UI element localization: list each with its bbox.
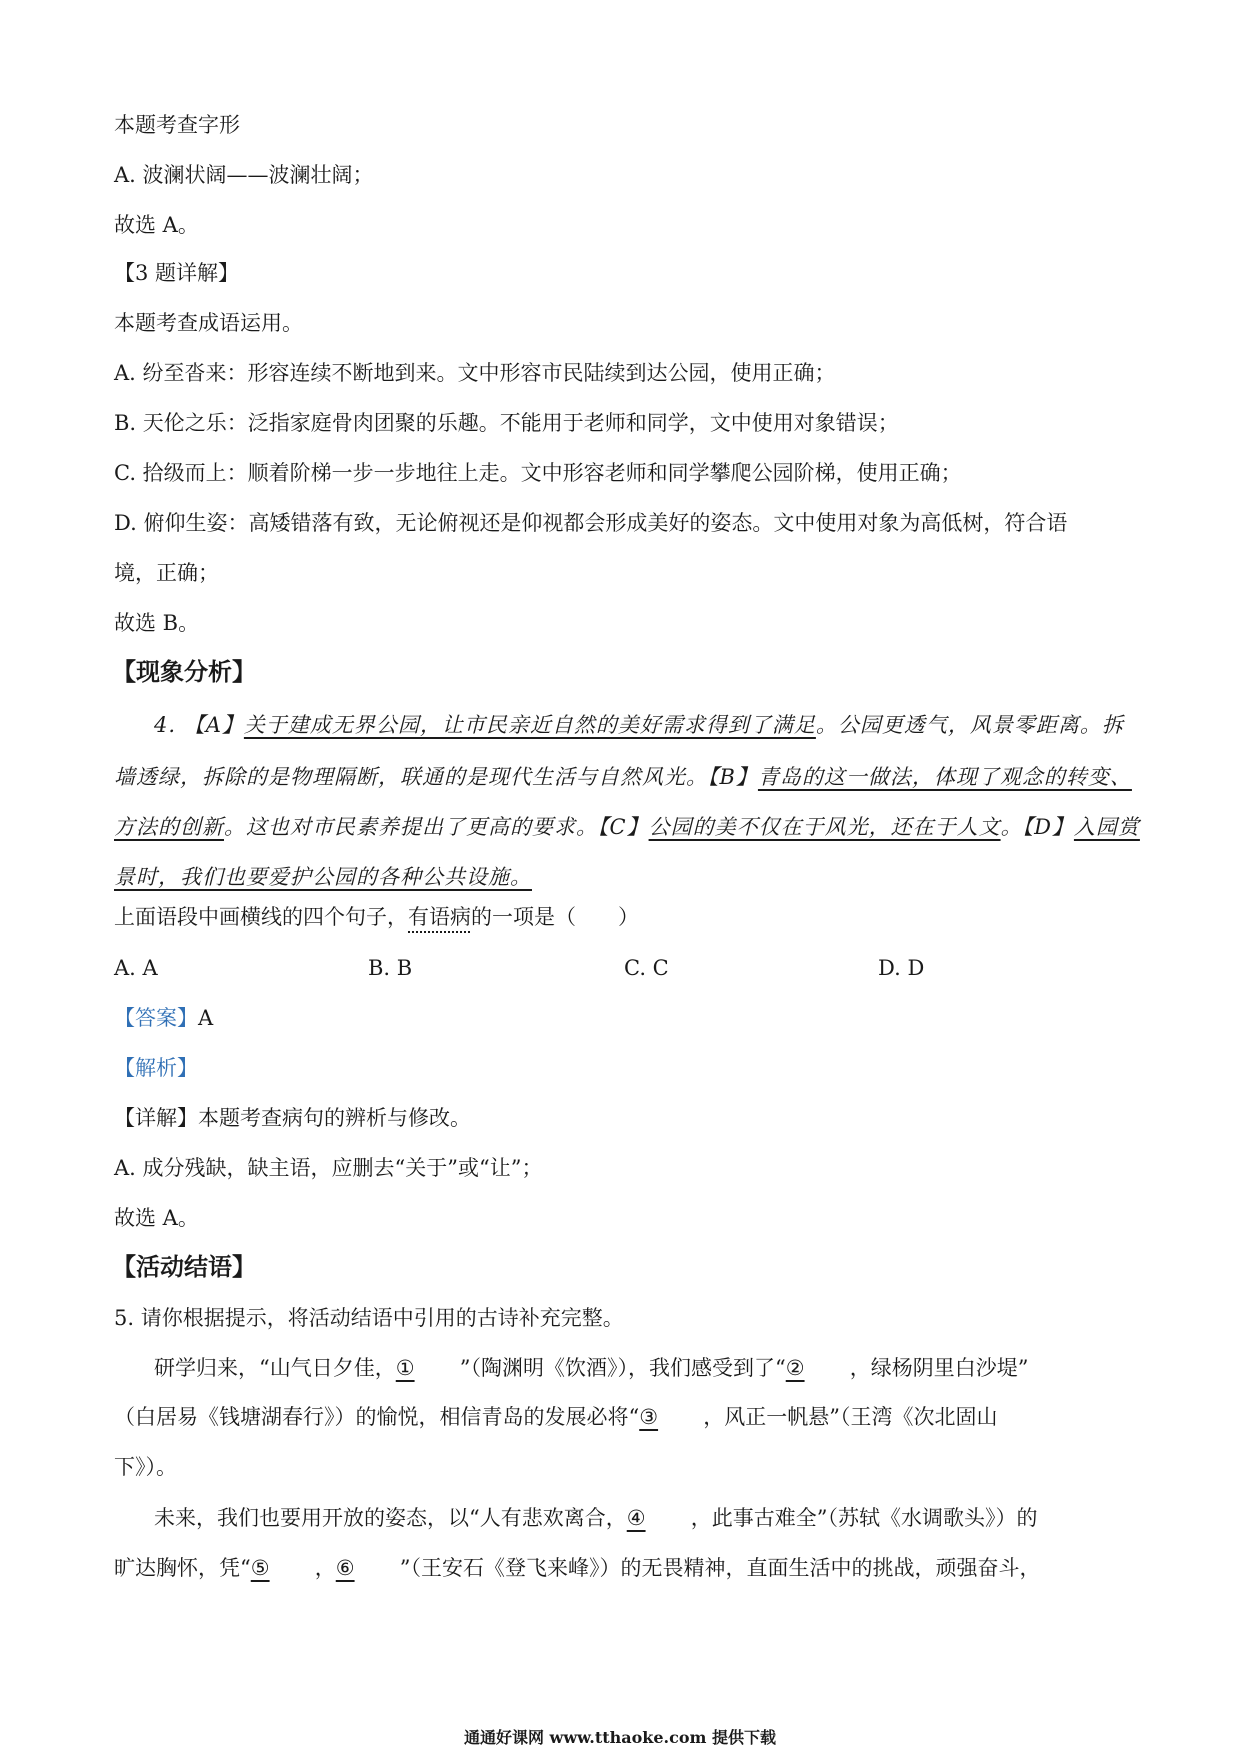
text-line: 境，正确； <box>114 561 219 585</box>
text-line: A. 纷至沓来：形容连续不断地到来。文中形容市民陆续到达公园，使用正确； <box>114 361 836 385</box>
section-heading: 【活动结语】 <box>112 1252 256 1281</box>
passage-text: 墙透绿，拆除的是物理隔断，联通的是现代生活与自然风光。【B】 <box>114 765 758 789</box>
choose-line: 故选 A。 <box>114 1206 199 1230</box>
question-number: 4. 【A】 <box>154 713 244 737</box>
passage-line <box>114 862 532 892</box>
fill-blank-3[interactable]: ③ <box>639 1405 659 1429</box>
poem-text: 研学归来，“山气日夕佳， <box>154 1356 396 1380</box>
poem-text: 未来，我们也要用开放的姿态，以“人有悲欢离合， <box>154 1506 627 1530</box>
fill-blank-5[interactable]: ⑤ <box>250 1556 270 1580</box>
stem-text: 的一项是（ ） <box>471 905 639 929</box>
fill-blank-1[interactable]: ① <box>395 1356 415 1380</box>
passage-line <box>114 762 1132 792</box>
fill-blank-6[interactable]: ⑥ <box>335 1556 355 1580</box>
poem-text: 旷达胸怀，凭“ <box>114 1556 251 1580</box>
poem-line <box>114 1553 1040 1583</box>
text-line: 故选 B。 <box>114 611 200 635</box>
fill-blank-2[interactable]: ② <box>785 1356 805 1380</box>
answer-tag: 【答案】 <box>114 1006 198 1030</box>
underlined-sentence-b: 青岛的这一做法，体现了观念的转变、 <box>757 765 1132 789</box>
option-c: C. C <box>624 956 669 980</box>
poem-text: ，风正一帆悬”（王湾《次北固山 <box>703 1405 998 1429</box>
fill-blank-4[interactable]: ④ <box>626 1506 646 1530</box>
passage-text: 。公园更透气，风景零距离。拆 <box>815 713 1124 737</box>
section-heading: 【现象分析】 <box>112 657 256 686</box>
text-line: 【3 题详解】 <box>114 261 240 285</box>
poem-text: ，绿杨阴里白沙堤” <box>849 1356 1029 1380</box>
text-line: 故选 A。 <box>114 213 199 237</box>
explanation-line: A. 成分残缺，缺主语，应删去“关于”或“让”； <box>114 1156 543 1180</box>
text-line: 本题考查字形 <box>114 113 240 137</box>
answer-value: A <box>198 1006 214 1030</box>
poem-text: ”（陶渊明《饮酒》），我们感受到了“ <box>459 1356 786 1380</box>
emphasis-dots-text: 有语病 <box>408 905 471 929</box>
poem-text: ， <box>314 1556 336 1580</box>
text-line: D. 俯仰生姿：高矮错落有致，无论俯视还是仰视都会形成美好的姿态。文中使用对象为高低树，符合语 <box>114 511 1068 535</box>
underlined-sentence-b-cont: 方法的创新 <box>114 815 224 839</box>
text-line: A. 波澜状阔——波澜壮阔； <box>114 163 374 187</box>
poem-line: 下》）。 <box>114 1455 177 1479</box>
underlined-sentence-a: 关于建成无界公园，让市民亲近自然的美好需求得到了满足 <box>243 713 816 737</box>
underlined-sentence-d: 入园赏 <box>1073 815 1140 839</box>
detail-line: 【详解】本题考查病句的辨析与修改。 <box>114 1106 471 1130</box>
passage-line <box>154 710 1124 740</box>
answer-line <box>114 1003 213 1033</box>
passage-line <box>114 812 1140 842</box>
poem-line <box>114 1402 997 1432</box>
passage-text: 。【D】 <box>1000 815 1074 839</box>
text-line: B. 天伦之乐：泛指家庭骨肉团聚的乐趣。不能用于老师和同学，文中使用对象错误； <box>114 411 899 435</box>
poem-text: （白居易《钱塘湖春行》）的愉悦，相信青岛的发展必将“ <box>114 1405 640 1429</box>
poem-text: ，此事古难全”（苏轼《水调歌头》）的 <box>690 1506 1038 1530</box>
option-a: A. A <box>114 956 158 980</box>
analysis-tag: 【解析】 <box>114 1056 198 1080</box>
option-b: B. B <box>368 956 413 980</box>
poem-text: ”（王安石《登飞来峰》）的无畏精神，直面生活中的挑战，顽强奋斗， <box>399 1556 1041 1580</box>
text-line: 本题考查成语运用。 <box>114 311 303 335</box>
underlined-sentence-d-cont: 景时，我们也要爱护公园的各种公共设施。 <box>114 865 532 889</box>
question-stem <box>114 902 639 932</box>
option-d: D. D <box>878 956 925 980</box>
page-footer: 通通好课网 www.tthaoke.com 提供下载 <box>463 1728 777 1747</box>
text-line: C. 拾级而上：顺着阶梯一步一步地往上走。文中形容老师和同学攀爬公园阶梯，使用正确； <box>114 461 962 485</box>
question-stem: 5. 请你根据提示，将活动结语中引用的古诗补充完整。 <box>114 1306 624 1330</box>
passage-text: 。这也对市民素养提出了更高的要求。【C】 <box>224 815 649 839</box>
poem-line <box>154 1503 1037 1533</box>
stem-text: 上面语段中画横线的四个句子， <box>114 905 408 929</box>
poem-line <box>154 1353 1028 1383</box>
underlined-sentence-c: 公园的美不仅在于风光，还在于人文 <box>648 815 1001 839</box>
